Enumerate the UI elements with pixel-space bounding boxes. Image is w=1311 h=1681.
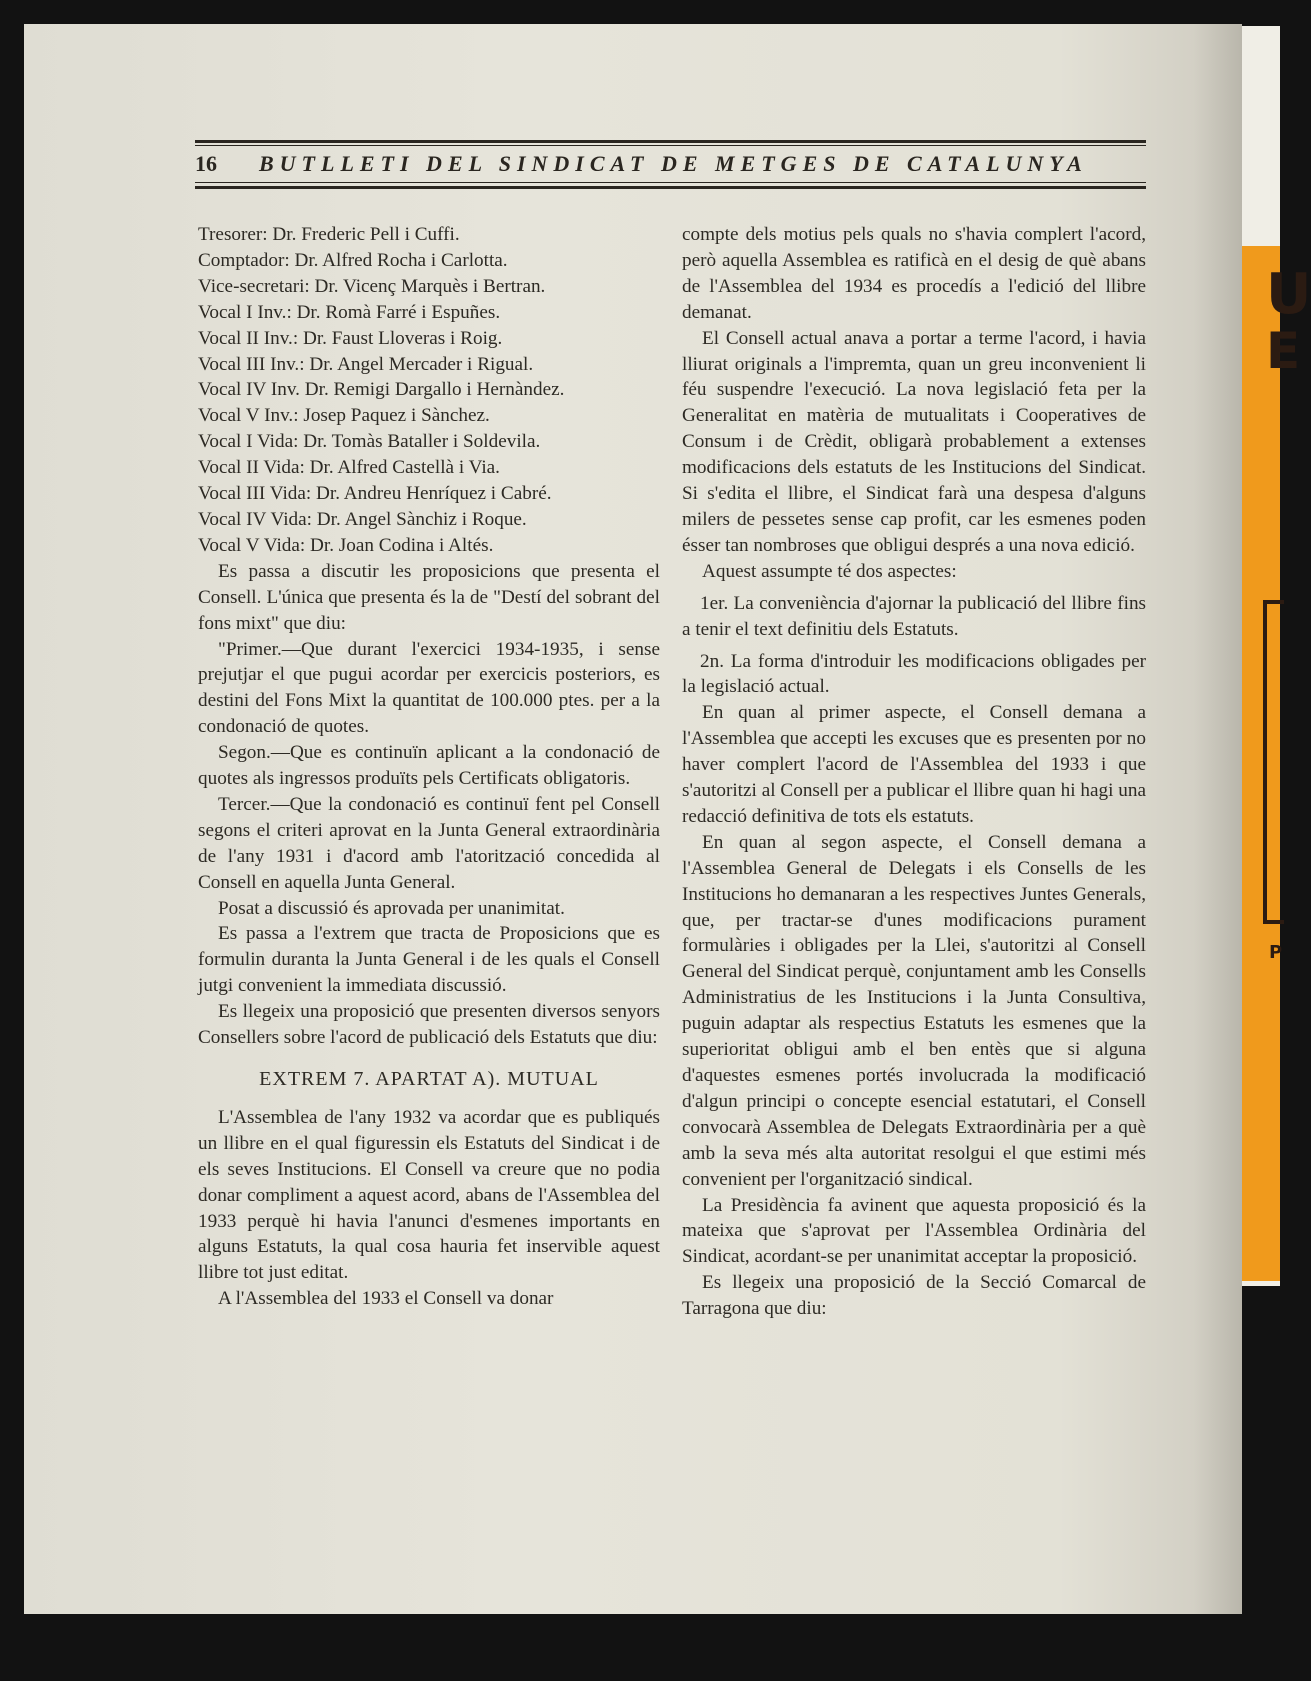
member-line: Vocal II Inv.: Dr. Faust Lloveras i Roig.: [198, 327, 503, 349]
section-heading: EXTREM 7. APARTAT A). MUTUAL: [259, 1068, 599, 1090]
paragraph: compte dels motius pels quals no s'havia complert l'acord, però aquella Assemblea es ratificà en el desig de què abans de l'Assemblea del 1934 es procedís a l'edició del llibre demanat.: [682, 224, 1146, 323]
member-line: Vocal I Vida: Dr. Tomàs Bataller i Soldevila.: [198, 431, 541, 453]
paragraph: Segon.—Que es continuïn aplicant a la condonació de quotes als ingressos produïts pels Certificats obligatoris.: [198, 742, 660, 790]
paragraph: Tercer.—Que la condonació es continuï fent pel Consell segons el criteri aprovat en la Junta General extraordinària de l'any 1931 i d'acord amb l'atorització concedida al Consell en aquella Junta General.: [198, 793, 660, 893]
paragraph: Aquest assumpte té dos aspectes:: [702, 560, 957, 582]
header-rule-bottom-thin: [195, 182, 1146, 183]
left-column: [198, 222, 660, 1312]
right-column: [682, 222, 1146, 1322]
list-item: 1er. La conveniència d'ajornar la publicació del llibre fins a tenir el text definitiu dels Estatuts.: [682, 592, 1146, 640]
paragraph: A l'Assemblea del 1933 el Consell va donar: [218, 1288, 554, 1310]
paragraph: Es llegeix una proposició que presenten diversos senyors Consellers sobre l'acord de publicació dels Estatuts que diu:: [198, 1001, 660, 1049]
header-rule-bottom: [195, 186, 1146, 189]
list-item: 2n. La forma d'introduir les modificacions obligades per la legislació actual.: [682, 650, 1146, 698]
paragraph: Es passa a l'extrem que tracta de Proposicions que es formulin duranta la Junta General i de les quals el Consell jutgi convenient la immediata discussió.: [198, 923, 660, 997]
member-line: Vocal IV Vida: Dr. Angel Sànchiz i Roque.: [198, 508, 527, 530]
member-line: Vice-secretari: Dr. Vicenç Marquès i Bertran.: [198, 275, 546, 297]
adjacent-cover-frame: [1263, 600, 1284, 924]
paragraph: Posat a discussió és aprovada per unanimitat.: [218, 897, 565, 919]
paragraph: "Primer.—Que durant l'exercici 1934-1935, i sense prejutjar el que pugui acordar per exercicis posteriors, es destini del Fons Mixt la quantitat de 100.000 ptes. per a la condonació de quotes.: [198, 638, 660, 738]
paragraph: El Consell actual anava a portar a terme l'acord, i havia lliurat originals a l'impremta, quan un greu inconvenient li féu suspendre l'execució. La nova legislació feta per la Generalitat en matèria de mutualitats i Cooperatives de Consum i de Crèdit, obligarà probablement a extenses modificacions dels estatuts de les Institucions del Sindicat. Si s'edita el llibre, el Sindicat farà una despesa d'alguns milers de pessetes sense cap profit, car les esmenes poden ésser tan nombroses que obligui després a una nova edició.: [682, 327, 1146, 556]
member-line: Vocal I Inv.: Dr. Romà Farré i Espuñes.: [198, 301, 501, 323]
page-number: 16: [195, 151, 217, 176]
member-line: Vocal V Vida: Dr. Joan Codina i Altés.: [198, 534, 494, 556]
paragraph: En quan al primer aspecte, el Consell demana a l'Assemblea que accepti les excuses que es presenten por no haver complert l'acord de l'Assemblea del 1933 i que s'autoritzi al Consell per a publicar el llibre quan hi hagi una redacció definitiva de tots els estatuts.: [682, 702, 1146, 827]
member-line: Vocal V Inv.: Josep Paquez i Sànchez.: [198, 405, 490, 427]
member-line: Tresorer: Dr. Frederic Pell i Cuffi.: [198, 224, 460, 245]
member-line: Vocal III Inv.: Dr. Angel Mercader i Rigual.: [198, 353, 534, 375]
paragraph: En quan al segon aspecte, el Consell demana a l'Assemblea General de Delegats i els Consells de les Institucions ho demanaran a les respectives Juntes Generals, que, per tractar-se d'unes modificacions purament formulàries i obligades per la Llei, s'autoritzi al Consell General del Sindicat perquè, conjuntament amb les Consells Administratius de les Institucions i la Junta Consultiva, puguin adaptar als respectius Estatuts les esmenes que la superioritat obligui amb el ben entès que si alguna d'aquestes esmenes portés involucrada la modificació d'algun principi o concepte esencial estatutari, el Consell convocarà Assemblea de Delegats Extraordinària per a què amb la seva més alta autoritat resolgui el que estimi més convenient per l'organització sindical.: [682, 831, 1146, 1190]
running-title: BUTLLETI DEL SINDICAT DE METGES DE CATALUNYA: [259, 151, 1088, 176]
paragraph: Es llegeix una proposició de la Secció Comarcal de Tarragona que diu:: [682, 1272, 1146, 1320]
member-line: Vocal III Vida: Dr. Andreu Henríquez i Cabré.: [198, 483, 552, 505]
header-rule-top-thin: [195, 145, 1146, 146]
adjacent-cover-letter: E: [1266, 322, 1301, 380]
member-line: Vocal II Vida: Dr. Alfred Castellà i Via.: [198, 457, 500, 479]
member-line: Comptador: Dr. Alfred Rocha i Carlotta.: [198, 249, 508, 271]
adjacent-cover-letter: P: [1269, 942, 1283, 963]
paragraph: L'Assemblea de l'any 1932 va acordar que es publiqués un llibre en el qual figuressin els Estatuts del Sindicat i de els seves Institucions. El Consell va creure que no podia donar compliment a aquest acord, abans de l'Assemblea del 1933 perquè hi havia l'anunci d'esmenes importants en alguns Estatuts, la qual cosa hauria fet inservible aquest llibre tot just editat.: [198, 1106, 660, 1284]
member-line: Vocal IV Inv. Dr. Remigi Dargallo i Hernàndez.: [198, 379, 565, 401]
adjacent-cover-letter: U: [1266, 262, 1311, 327]
running-header: [195, 149, 1145, 179]
paragraph: La Presidència fa avinent que aquesta proposició és la mateixa que s'aprovat per l'Assemblea Ordinària del Sindicat, acordant-se per unanimitat acceptar la proposició.: [682, 1194, 1146, 1268]
paragraph: Es passa a discutir les proposicions que presenta el Consell. L'única que presenta és la de "Destí del sobrant del fons mixt" que diu:: [198, 560, 660, 634]
header-rule-top: [195, 140, 1146, 143]
